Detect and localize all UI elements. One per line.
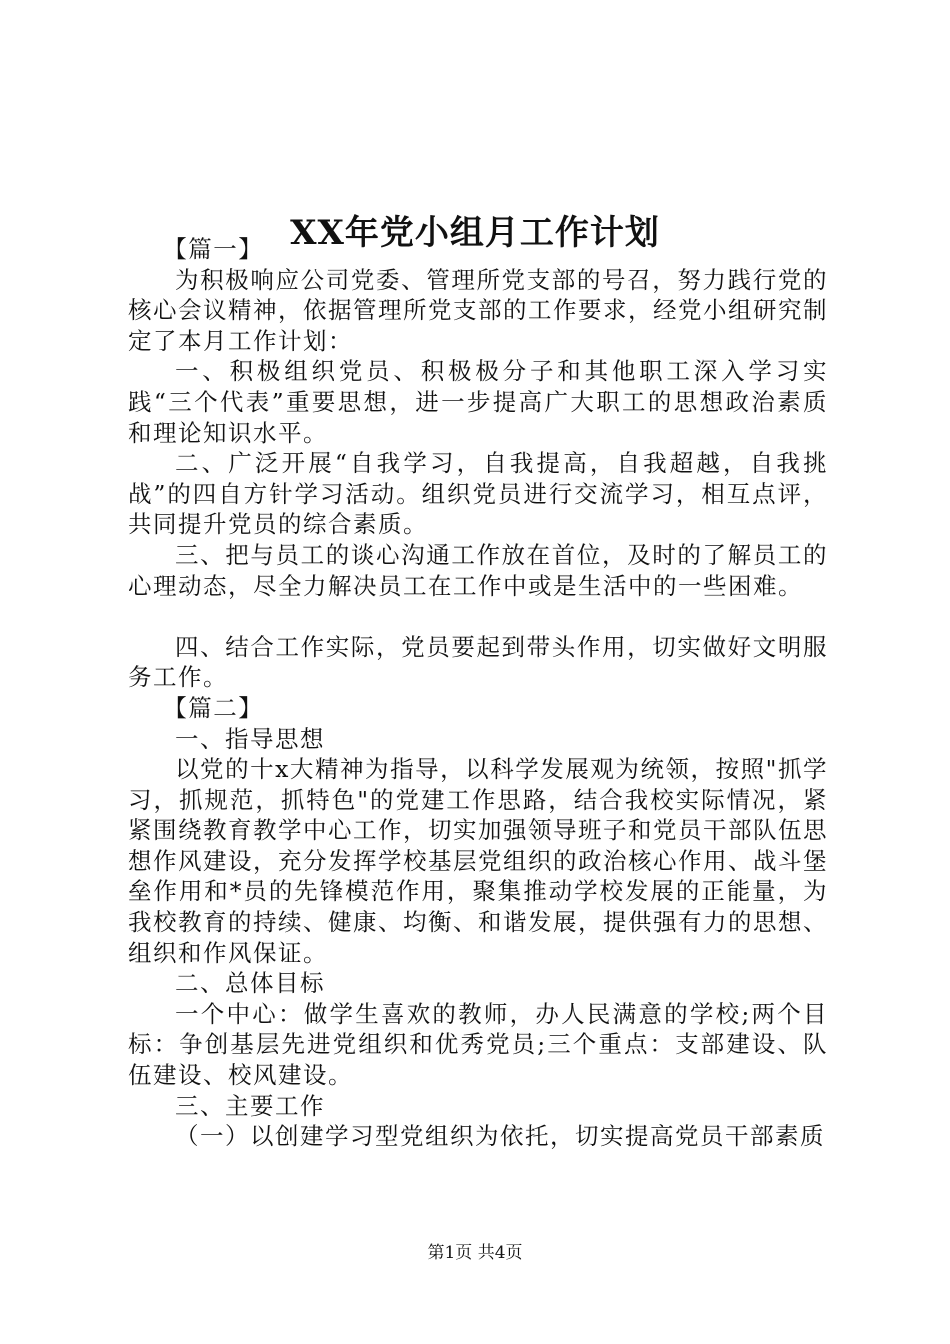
- paragraph-gap: [128, 601, 828, 632]
- heading-guiding-thought: 一、指导思想: [175, 724, 325, 753]
- paragraph-main-work-one: （一）以创建学习型党组织为依托，切实提高党员干部素质: [175, 1122, 825, 1151]
- document-body: [128, 234, 828, 1152]
- paragraph-item-four: 四、结合工作实际，党员要起到带头作用，切实做好文明服务工作。: [128, 632, 828, 692]
- section-label-part-two: 【篇二】: [163, 693, 264, 722]
- paragraph-guiding-thought: 以党的十x大精神为指导，以科学发展观为统领，按照"抓学习，抓规范，抓特色"的党建工作思路，结合我校实际情况，紧紧围绕教育教学中心工作，切实加强领导班子和党员干部队伍思想作风建设，充分发挥学校基层党组织的政治核心作用、战斗堡垒作用和*员的先锋模范作用，聚集推动学校发展的正能量，为我校教育的持续、健康、均衡、和谐发展，提供强有力的思想、组织和作风保证。: [128, 755, 828, 967]
- paragraph-overall-goals: 一个中心：做学生喜欢的教师，办人民满意的学校;两个目标：争创基层先进党组织和优秀党员;三个重点：支部建设、队伍建设、校风建设。: [128, 999, 828, 1090]
- document-title: XX年党小组月工作计划: [290, 212, 660, 253]
- heading-overall-goals: 二、总体目标: [175, 969, 325, 998]
- paragraph-item-three: 三、把与员工的谈心沟通工作放在首位，及时的了解员工的心理动态，尽全力解决员工在工作中或是生活中的一些困难。: [128, 540, 828, 600]
- heading-main-work: 三、主要工作: [175, 1091, 325, 1120]
- page-number-footer: 第1页 共4页: [427, 1243, 523, 1263]
- paragraph-item-two: 二、广泛开展“自我学习，自我提高，自我超越，自我挑战”的四自方针学习活动。组织党员进行交流学习，相互点评，共同提升党员的综合素质。: [128, 449, 828, 539]
- section-label-part-one: 【篇一】: [163, 235, 264, 263]
- paragraph-intro: 为积极响应公司党委、管理所党支部的号召，努力践行党的核心会议精神，依据管理所党支部的工作要求，经党小组研究制定了本月工作计划：: [128, 265, 828, 355]
- paragraph-item-one: 一、积极组织党员、积极极分子和其他职工深入学习实践“三个代表”重要思想，进一步提高广大职工的思想政治素质和理论知识水平。: [128, 357, 828, 447]
